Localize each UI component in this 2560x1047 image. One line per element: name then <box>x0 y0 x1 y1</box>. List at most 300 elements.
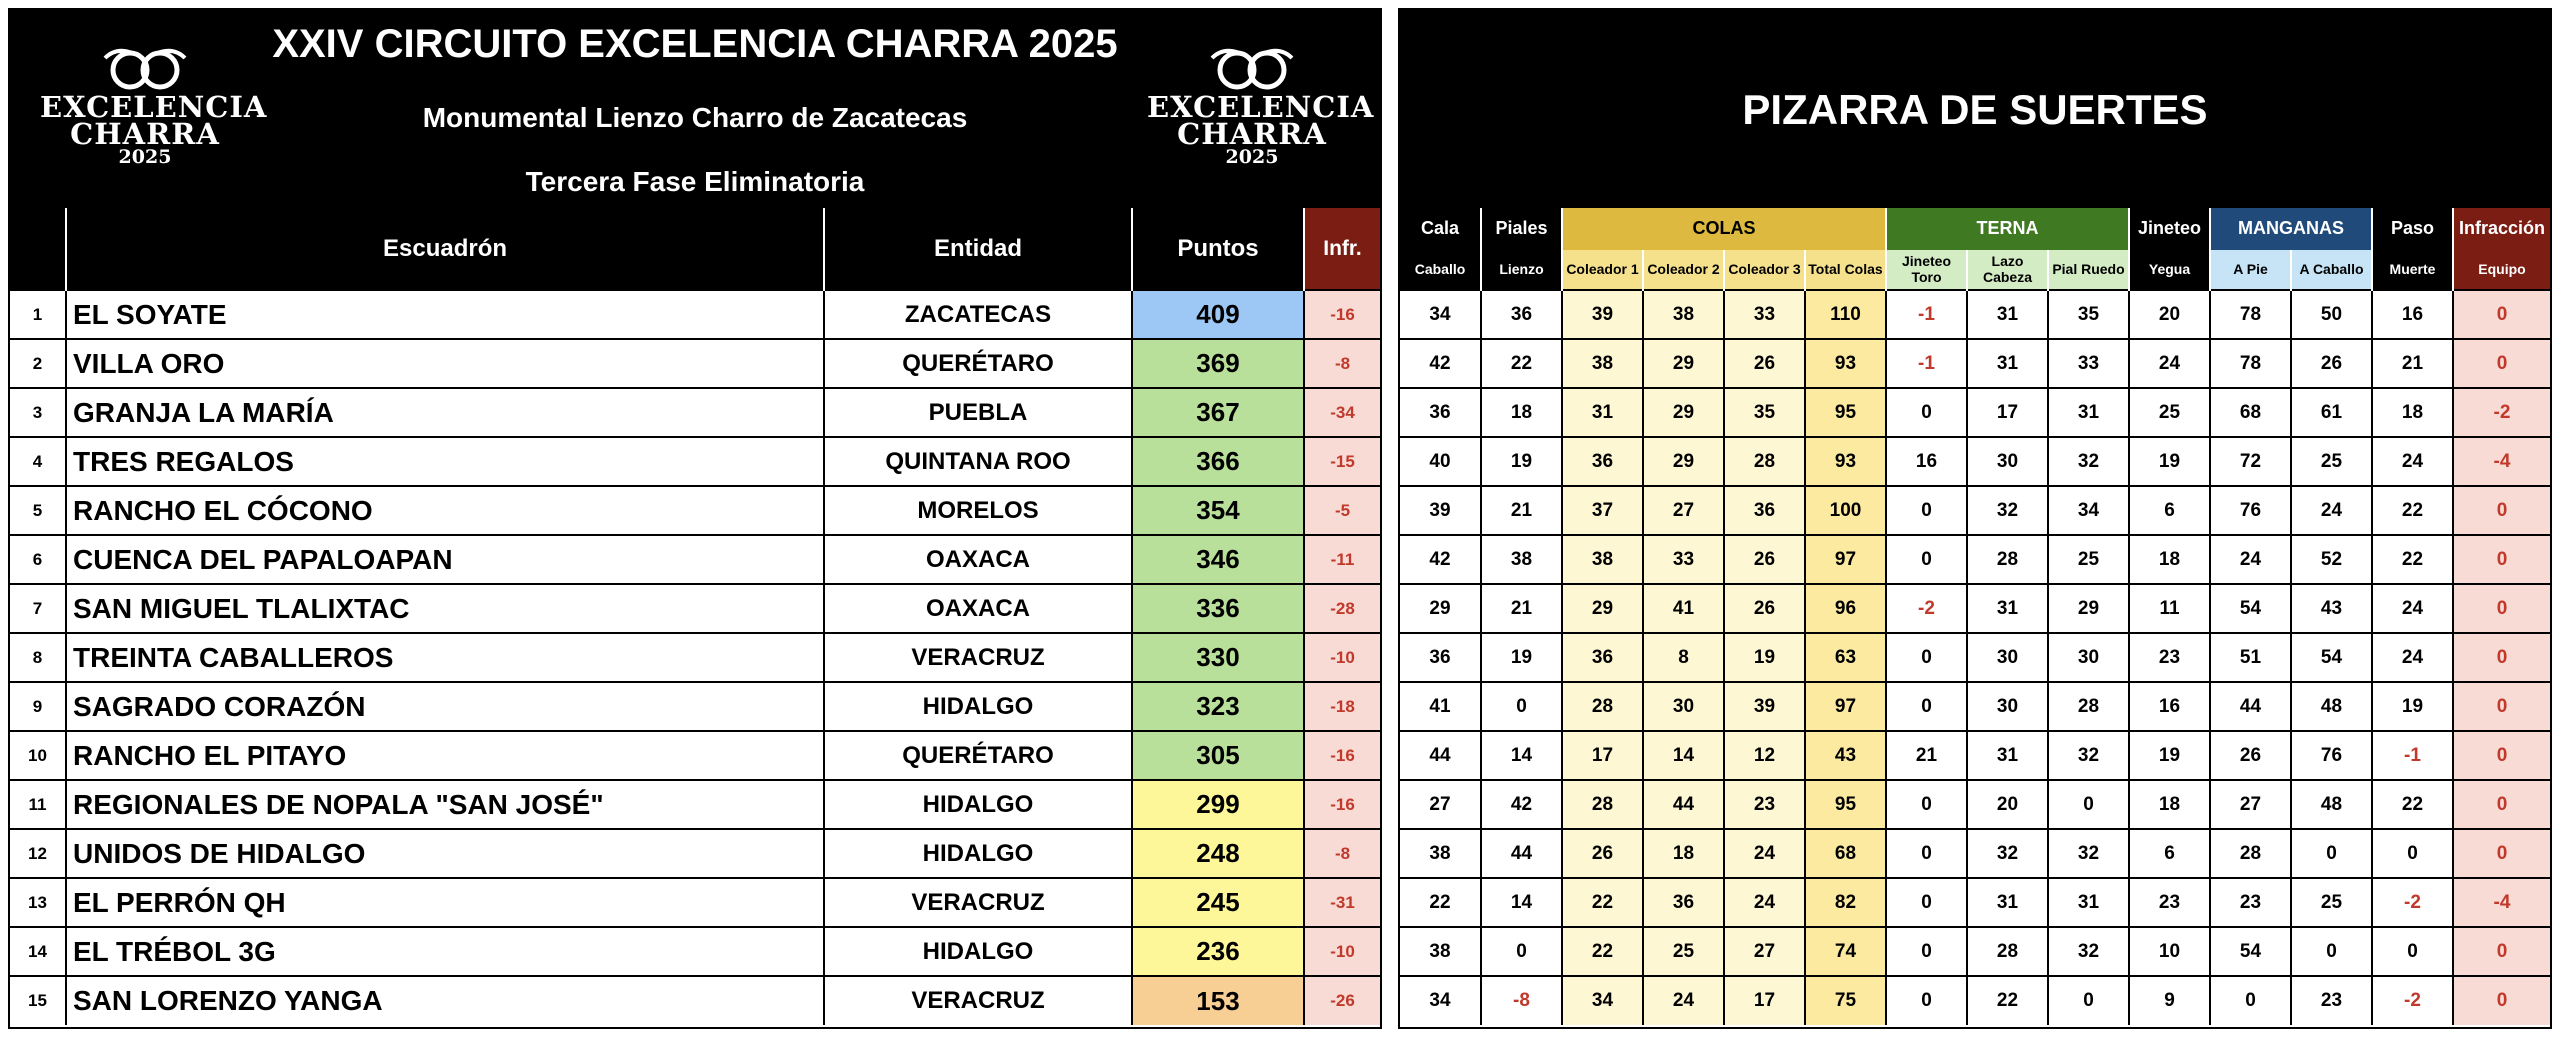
paso-muerte-cell: 24 <box>2372 437 2453 486</box>
coleador1-cell: 17 <box>1562 731 1643 780</box>
pial-ruedo-cell: 34 <box>2048 486 2129 535</box>
team-name-cell: VILLA ORO <box>66 339 824 388</box>
jineteo-toro-cell: 0 <box>1886 535 1967 584</box>
mangana-a-pie-cell: 78 <box>2210 290 2291 339</box>
jineteo-yegua-cell: 6 <box>2129 486 2210 535</box>
piales-lienzo-cell: 19 <box>1481 633 1562 682</box>
points-cell: 369 <box>1132 339 1304 388</box>
standings-header <box>10 10 1380 208</box>
state-cell: HIDALGO <box>824 682 1132 731</box>
mangana-a-caballo-cell: 23 <box>2291 976 2372 1025</box>
coleador3-cell: 24 <box>1724 878 1805 927</box>
infraccion-equipo-cell: 0 <box>2453 829 2550 878</box>
points-cell: 323 <box>1132 682 1304 731</box>
cala-caballo-cell: 44 <box>1400 731 1481 780</box>
paso-muerte-cell: 0 <box>2372 829 2453 878</box>
mangana-a-pie-cell: 0 <box>2210 976 2291 1025</box>
paso-muerte-cell: 24 <box>2372 633 2453 682</box>
logo-line1: EXCELENCIA <box>40 90 268 124</box>
standings-row <box>10 682 1380 731</box>
mangana-a-caballo-cell: 26 <box>2291 339 2372 388</box>
lasso-emblem-icon <box>1192 44 1312 94</box>
piales-lienzo-cell: 36 <box>1481 290 1562 339</box>
coleador2-cell: 29 <box>1643 388 1724 437</box>
piales-lienzo-cell: 14 <box>1481 731 1562 780</box>
coleador2-cell: 24 <box>1643 976 1724 1025</box>
coleador2-header: Coleador 2 <box>1643 250 1724 290</box>
logo-year: 2025 <box>1225 146 1279 168</box>
team-name-cell: TREINTA CABALLEROS <box>66 633 824 682</box>
team-name-cell: TRES REGALOS <box>66 437 824 486</box>
mangana-a-caballo-cell: 24 <box>2291 486 2372 535</box>
standings-header-row <box>10 208 1380 290</box>
piales-lienzo-cell: 0 <box>1481 682 1562 731</box>
total-colas-cell: 110 <box>1805 290 1886 339</box>
infractions-cell: -15 <box>1304 437 1380 486</box>
infractions-cell: -31 <box>1304 878 1380 927</box>
lazo-cabeza-cell: 31 <box>1967 878 2048 927</box>
lazo-cabeza-cell: 31 <box>1967 290 2048 339</box>
jineteo-yegua-cell: 18 <box>2129 535 2210 584</box>
points-cell: 236 <box>1132 927 1304 976</box>
coleador1-header: Coleador 1 <box>1562 250 1643 290</box>
standings-row <box>10 976 1380 1025</box>
rank-cell: 13 <box>10 878 66 927</box>
mangana-a-caballo-cell: 50 <box>2291 290 2372 339</box>
coleador3-cell: 19 <box>1724 633 1805 682</box>
pial-ruedo-cell: 25 <box>2048 535 2129 584</box>
state-cell: VERACRUZ <box>824 976 1132 1025</box>
jineteo-toro-cell: 0 <box>1886 780 1967 829</box>
coleador2-cell: 18 <box>1643 829 1724 878</box>
jineteo-toro-cell: 0 <box>1886 878 1967 927</box>
mangana-a-caballo-cell: 25 <box>2291 878 2372 927</box>
coleador1-cell: 22 <box>1562 927 1643 976</box>
scoreboard-header <box>1400 10 2550 208</box>
coleador2-cell: 44 <box>1643 780 1724 829</box>
infraccion-equipo-cell: -4 <box>2453 878 2550 927</box>
mangana-a-pie-cell: 44 <box>2210 682 2291 731</box>
mangana-a-pie-cell: 54 <box>2210 584 2291 633</box>
coleador3-cell: 27 <box>1724 927 1805 976</box>
infractions-cell: -10 <box>1304 633 1380 682</box>
state-cell: ZACATECAS <box>824 290 1132 339</box>
rank-cell: 1 <box>10 290 66 339</box>
total-colas-cell: 93 <box>1805 437 1886 486</box>
coleador3-cell: 17 <box>1724 976 1805 1025</box>
cala-caballo-cell: 41 <box>1400 682 1481 731</box>
pial-ruedo-cell: 33 <box>2048 339 2129 388</box>
infractions-cell: -34 <box>1304 388 1380 437</box>
total-colas-cell: 75 <box>1805 976 1886 1025</box>
coleador1-cell: 39 <box>1562 290 1643 339</box>
infraccion-equipo-cell: 0 <box>2453 486 2550 535</box>
coleador1-cell: 37 <box>1562 486 1643 535</box>
piales-lienzo-cell: 19 <box>1481 437 1562 486</box>
total-colas-cell: 82 <box>1805 878 1886 927</box>
infractions-cell: -5 <box>1304 486 1380 535</box>
coleador3-cell: 24 <box>1724 829 1805 878</box>
piales-lienzo-cell: -8 <box>1481 976 1562 1025</box>
points-cell: 336 <box>1132 584 1304 633</box>
pial-ruedo-cell: 30 <box>2048 633 2129 682</box>
scoreboard-row <box>1400 927 2550 976</box>
total-colas-cell: 97 <box>1805 682 1886 731</box>
jineteo-yegua-cell: 23 <box>2129 633 2210 682</box>
cala-caballo-cell: 22 <box>1400 878 1481 927</box>
infraccion-equipo-cell: 0 <box>2453 976 2550 1025</box>
paso-muerte-cell: 18 <box>2372 388 2453 437</box>
total-colas-cell: 93 <box>1805 339 1886 388</box>
standings-row <box>10 486 1380 535</box>
standings-row <box>10 829 1380 878</box>
infractions-cell: -8 <box>1304 829 1380 878</box>
infractions-cell: -18 <box>1304 682 1380 731</box>
mangana-a-caballo-cell: 0 <box>2291 927 2372 976</box>
infraccion-equipo-cell: 0 <box>2453 780 2550 829</box>
lazo-cabeza-cell: 22 <box>1967 976 2048 1025</box>
muerte-header: Muerte <box>2372 250 2453 290</box>
lazo-cabeza-cell: 32 <box>1967 829 2048 878</box>
standings-row <box>10 290 1380 339</box>
state-cell: QUERÉTARO <box>824 339 1132 388</box>
coleador1-cell: 29 <box>1562 584 1643 633</box>
rank-cell: 8 <box>10 633 66 682</box>
infractions-header: Infr. <box>1304 208 1380 290</box>
state-cell: HIDALGO <box>824 927 1132 976</box>
terna-header: TERNA <box>1886 208 2129 250</box>
paso-muerte-cell: -1 <box>2372 731 2453 780</box>
coleador2-cell: 29 <box>1643 339 1724 388</box>
jineteo-yegua-cell: 19 <box>2129 731 2210 780</box>
jineteo-toro-cell: -2 <box>1886 584 1967 633</box>
infraccion-equipo-cell: 0 <box>2453 339 2550 388</box>
mangana-a-pie-cell: 76 <box>2210 486 2291 535</box>
coleador2-cell: 29 <box>1643 437 1724 486</box>
total-colas-header: Total Colas <box>1805 250 1886 290</box>
state-cell: MORELOS <box>824 486 1132 535</box>
jineteo-toro-cell: 0 <box>1886 829 1967 878</box>
points-cell: 366 <box>1132 437 1304 486</box>
cala-caballo-cell: 27 <box>1400 780 1481 829</box>
team-name-cell: CUENCA DEL PAPALOAPAN <box>66 535 824 584</box>
team-name-cell: RANCHO EL CÓCONO <box>66 486 824 535</box>
rank-cell: 12 <box>10 829 66 878</box>
paso-muerte-cell: 19 <box>2372 682 2453 731</box>
coleador2-cell: 36 <box>1643 878 1724 927</box>
team-name-cell: REGIONALES DE NOPALA "SAN JOSÉ" <box>66 780 824 829</box>
piales-lienzo-cell: 18 <box>1481 388 1562 437</box>
mangana-a-pie-cell: 27 <box>2210 780 2291 829</box>
coleador2-cell: 27 <box>1643 486 1724 535</box>
coleador2-cell: 14 <box>1643 731 1724 780</box>
cala-caballo-cell: 42 <box>1400 339 1481 388</box>
paso-muerte-cell: -2 <box>2372 976 2453 1025</box>
coleador1-cell: 26 <box>1562 829 1643 878</box>
team-name-cell: EL TRÉBOL 3G <box>66 927 824 976</box>
mangana-a-pie-cell: 68 <box>2210 388 2291 437</box>
coleador1-cell: 31 <box>1562 388 1643 437</box>
points-cell: 248 <box>1132 829 1304 878</box>
logo-line1: EXCELENCIA <box>1147 90 1375 124</box>
lazo-cabeza-cell: 32 <box>1967 486 2048 535</box>
state-cell: VERACRUZ <box>824 878 1132 927</box>
jineteo-toro-cell: 0 <box>1886 388 1967 437</box>
total-colas-cell: 95 <box>1805 780 1886 829</box>
infraccion-equipo-cell: 0 <box>2453 927 2550 976</box>
scoreboard-row <box>1400 437 2550 486</box>
piales-lienzo-header: Lienzo <box>1481 250 1562 290</box>
jineteo-yegua-cell: 9 <box>2129 976 2210 1025</box>
state-cell: HIDALGO <box>824 829 1132 878</box>
cala-caballo-cell: 34 <box>1400 976 1481 1025</box>
points-cell: 153 <box>1132 976 1304 1025</box>
pial-ruedo-cell: 29 <box>2048 584 2129 633</box>
standings-table <box>10 208 1380 1025</box>
coleador1-cell: 36 <box>1562 633 1643 682</box>
scoreboard-group-row <box>1400 208 2550 250</box>
coleador1-cell: 28 <box>1562 682 1643 731</box>
standings-row <box>10 339 1380 388</box>
jineteo-yegua-cell: 20 <box>2129 290 2210 339</box>
jineteo-toro-cell: 16 <box>1886 437 1967 486</box>
coleador2-cell: 41 <box>1643 584 1724 633</box>
total-colas-cell: 96 <box>1805 584 1886 633</box>
coleador2-cell: 8 <box>1643 633 1724 682</box>
scoreboard-row <box>1400 829 2550 878</box>
yegua-header: Yegua <box>2129 250 2210 290</box>
infractions-cell: -28 <box>1304 584 1380 633</box>
team-name-cell: SAN MIGUEL TLALIXTAC <box>66 584 824 633</box>
points-header: Puntos <box>1132 208 1304 290</box>
jineteo-header: Jineteo <box>2129 208 2210 250</box>
venue-name: Monumental Lienzo Charro de Zacatecas <box>422 102 968 133</box>
paso-muerte-cell: 24 <box>2372 584 2453 633</box>
jineteo-toro-cell: 0 <box>1886 682 1967 731</box>
a-pie-header: A Pie <box>2210 250 2291 290</box>
mangana-a-caballo-cell: 0 <box>2291 829 2372 878</box>
coleador3-cell: 23 <box>1724 780 1805 829</box>
rank-cell: 11 <box>10 780 66 829</box>
pial-ruedo-cell: 31 <box>2048 388 2129 437</box>
pial-ruedo-cell: 32 <box>2048 829 2129 878</box>
standings-row <box>10 633 1380 682</box>
total-colas-cell: 74 <box>1805 927 1886 976</box>
lazo-cabeza-cell: 17 <box>1967 388 2048 437</box>
jineteo-yegua-cell: 18 <box>2129 780 2210 829</box>
paso-muerte-cell: 21 <box>2372 339 2453 388</box>
points-cell: 245 <box>1132 878 1304 927</box>
standings-row <box>10 437 1380 486</box>
team-name-cell: RANCHO EL PITAYO <box>66 731 824 780</box>
manganas-header: MANGANAS <box>2210 208 2372 250</box>
jineteo-toro-cell: 0 <box>1886 633 1967 682</box>
state-cell: QUERÉTARO <box>824 731 1132 780</box>
scoreboard-row <box>1400 976 2550 1025</box>
equipo-header: Equipo <box>2453 250 2550 290</box>
coleador1-cell: 28 <box>1562 780 1643 829</box>
scoreboard-row <box>1400 388 2550 437</box>
team-name-cell: GRANJA LA MARÍA <box>66 388 824 437</box>
coleador3-cell: 12 <box>1724 731 1805 780</box>
jineteo-yegua-cell: 10 <box>2129 927 2210 976</box>
rank-cell: 9 <box>10 682 66 731</box>
cala-caballo-header: Caballo <box>1400 250 1481 290</box>
scoreboard-row <box>1400 486 2550 535</box>
mangana-a-pie-cell: 26 <box>2210 731 2291 780</box>
infraccion-header: Infracción <box>2453 208 2550 250</box>
cala-caballo-cell: 38 <box>1400 829 1481 878</box>
coleador2-cell: 38 <box>1643 290 1724 339</box>
paso-muerte-cell: 22 <box>2372 486 2453 535</box>
cala-caballo-cell: 39 <box>1400 486 1481 535</box>
piales-header: Piales <box>1481 208 1562 250</box>
coleador3-header: Coleador 3 <box>1724 250 1805 290</box>
points-cell: 305 <box>1132 731 1304 780</box>
rank-cell: 14 <box>10 927 66 976</box>
rank-header <box>10 208 66 290</box>
jineteo-yegua-cell: 23 <box>2129 878 2210 927</box>
logo-line2: CHARRA <box>70 117 220 151</box>
cala-caballo-cell: 36 <box>1400 388 1481 437</box>
cala-caballo-cell: 40 <box>1400 437 1481 486</box>
scoreboard-row <box>1400 290 2550 339</box>
paso-muerte-cell: 22 <box>2372 535 2453 584</box>
scoreboard-title: PIZARRA DE SUERTES <box>1742 86 2208 133</box>
coleador3-cell: 26 <box>1724 535 1805 584</box>
mangana-a-caballo-cell: 48 <box>2291 780 2372 829</box>
piales-lienzo-cell: 44 <box>1481 829 1562 878</box>
standings-row <box>10 731 1380 780</box>
mangana-a-caballo-cell: 25 <box>2291 437 2372 486</box>
coleador3-cell: 26 <box>1724 584 1805 633</box>
points-cell: 330 <box>1132 633 1304 682</box>
piales-lienzo-cell: 42 <box>1481 780 1562 829</box>
scoreboard-row <box>1400 339 2550 388</box>
lazo-cabeza-cell: 31 <box>1967 584 2048 633</box>
infractions-cell: -16 <box>1304 731 1380 780</box>
infractions-cell: -8 <box>1304 339 1380 388</box>
lazo-cabeza-cell: 30 <box>1967 682 2048 731</box>
standings-row <box>10 878 1380 927</box>
rank-cell: 15 <box>10 976 66 1025</box>
total-colas-cell: 68 <box>1805 829 1886 878</box>
state-cell: QUINTANA ROO <box>824 437 1132 486</box>
rank-cell: 5 <box>10 486 66 535</box>
pial-ruedo-cell: 0 <box>2048 976 2129 1025</box>
paso-muerte-cell: 0 <box>2372 927 2453 976</box>
scoreboard-subheader-row <box>1400 250 2550 290</box>
points-cell: 354 <box>1132 486 1304 535</box>
state-cell: OAXACA <box>824 535 1132 584</box>
scoreboard-row <box>1400 682 2550 731</box>
coleador3-cell: 26 <box>1724 339 1805 388</box>
coleador1-cell: 36 <box>1562 437 1643 486</box>
paso-muerte-cell: -2 <box>2372 878 2453 927</box>
state-header: Entidad <box>824 208 1132 290</box>
team-name-cell: UNIDOS DE HIDALGO <box>66 829 824 878</box>
piales-lienzo-cell: 21 <box>1481 584 1562 633</box>
coleador3-cell: 39 <box>1724 682 1805 731</box>
coleador1-cell: 38 <box>1562 535 1643 584</box>
rank-cell: 6 <box>10 535 66 584</box>
mangana-a-pie-cell: 54 <box>2210 927 2291 976</box>
piales-lienzo-cell: 22 <box>1481 339 1562 388</box>
piales-lienzo-cell: 21 <box>1481 486 1562 535</box>
logo-year: 2025 <box>118 146 172 168</box>
cala-caballo-cell: 34 <box>1400 290 1481 339</box>
cala-caballo-cell: 42 <box>1400 535 1481 584</box>
mangana-a-caballo-cell: 76 <box>2291 731 2372 780</box>
pial-ruedo-cell: 0 <box>2048 780 2129 829</box>
standings-row <box>10 780 1380 829</box>
total-colas-cell: 63 <box>1805 633 1886 682</box>
state-cell: VERACRUZ <box>824 633 1132 682</box>
infractions-cell: -26 <box>1304 976 1380 1025</box>
paso-header: Paso <box>2372 208 2453 250</box>
infraccion-equipo-cell: 0 <box>2453 731 2550 780</box>
coleador3-cell: 36 <box>1724 486 1805 535</box>
mangana-a-caballo-cell: 43 <box>2291 584 2372 633</box>
total-colas-cell: 100 <box>1805 486 1886 535</box>
paso-muerte-cell: 16 <box>2372 290 2453 339</box>
infractions-cell: -10 <box>1304 927 1380 976</box>
scoreboard-row <box>1400 633 2550 682</box>
rank-cell: 3 <box>10 388 66 437</box>
mangana-a-pie-cell: 78 <box>2210 339 2291 388</box>
scoreboard-row <box>1400 584 2550 633</box>
coleador1-cell: 34 <box>1562 976 1643 1025</box>
total-colas-cell: 95 <box>1805 388 1886 437</box>
standings-row <box>10 535 1380 584</box>
jineteo-yegua-cell: 16 <box>2129 682 2210 731</box>
jineteo-yegua-cell: 6 <box>2129 829 2210 878</box>
coleador3-cell: 28 <box>1724 437 1805 486</box>
pial-ruedo-cell: 35 <box>2048 290 2129 339</box>
pial-ruedo-cell: 32 <box>2048 731 2129 780</box>
standings-row <box>10 927 1380 976</box>
scoreboard-row <box>1400 878 2550 927</box>
infraccion-equipo-cell: 0 <box>2453 535 2550 584</box>
jineteo-yegua-cell: 11 <box>2129 584 2210 633</box>
coleador2-cell: 25 <box>1643 927 1724 976</box>
rank-cell: 10 <box>10 731 66 780</box>
coleador2-cell: 33 <box>1643 535 1724 584</box>
lazo-cabeza-cell: 30 <box>1967 633 2048 682</box>
cala-caballo-cell: 38 <box>1400 927 1481 976</box>
mangana-a-pie-cell: 23 <box>2210 878 2291 927</box>
mangana-a-pie-cell: 24 <box>2210 535 2291 584</box>
jineteo-yegua-cell: 19 <box>2129 437 2210 486</box>
lazo-cabeza-cell: 28 <box>1967 927 2048 976</box>
excelencia-charra-logo <box>1147 44 1375 168</box>
scoreboard-table <box>1400 208 2550 1025</box>
mangana-a-pie-cell: 72 <box>2210 437 2291 486</box>
points-cell: 346 <box>1132 535 1304 584</box>
infractions-cell: -16 <box>1304 290 1380 339</box>
scoreboard-panel <box>1398 8 2552 1029</box>
jineteo-toro-header: Jineteo Toro <box>1886 250 1967 290</box>
points-cell: 299 <box>1132 780 1304 829</box>
jineteo-toro-cell: 21 <box>1886 731 1967 780</box>
standings-row <box>10 584 1380 633</box>
standings-row <box>10 388 1380 437</box>
a-caballo-header: A Caballo <box>2291 250 2372 290</box>
jineteo-toro-cell: -1 <box>1886 290 1967 339</box>
total-colas-cell: 43 <box>1805 731 1886 780</box>
coleador3-cell: 35 <box>1724 388 1805 437</box>
rank-cell: 2 <box>10 339 66 388</box>
